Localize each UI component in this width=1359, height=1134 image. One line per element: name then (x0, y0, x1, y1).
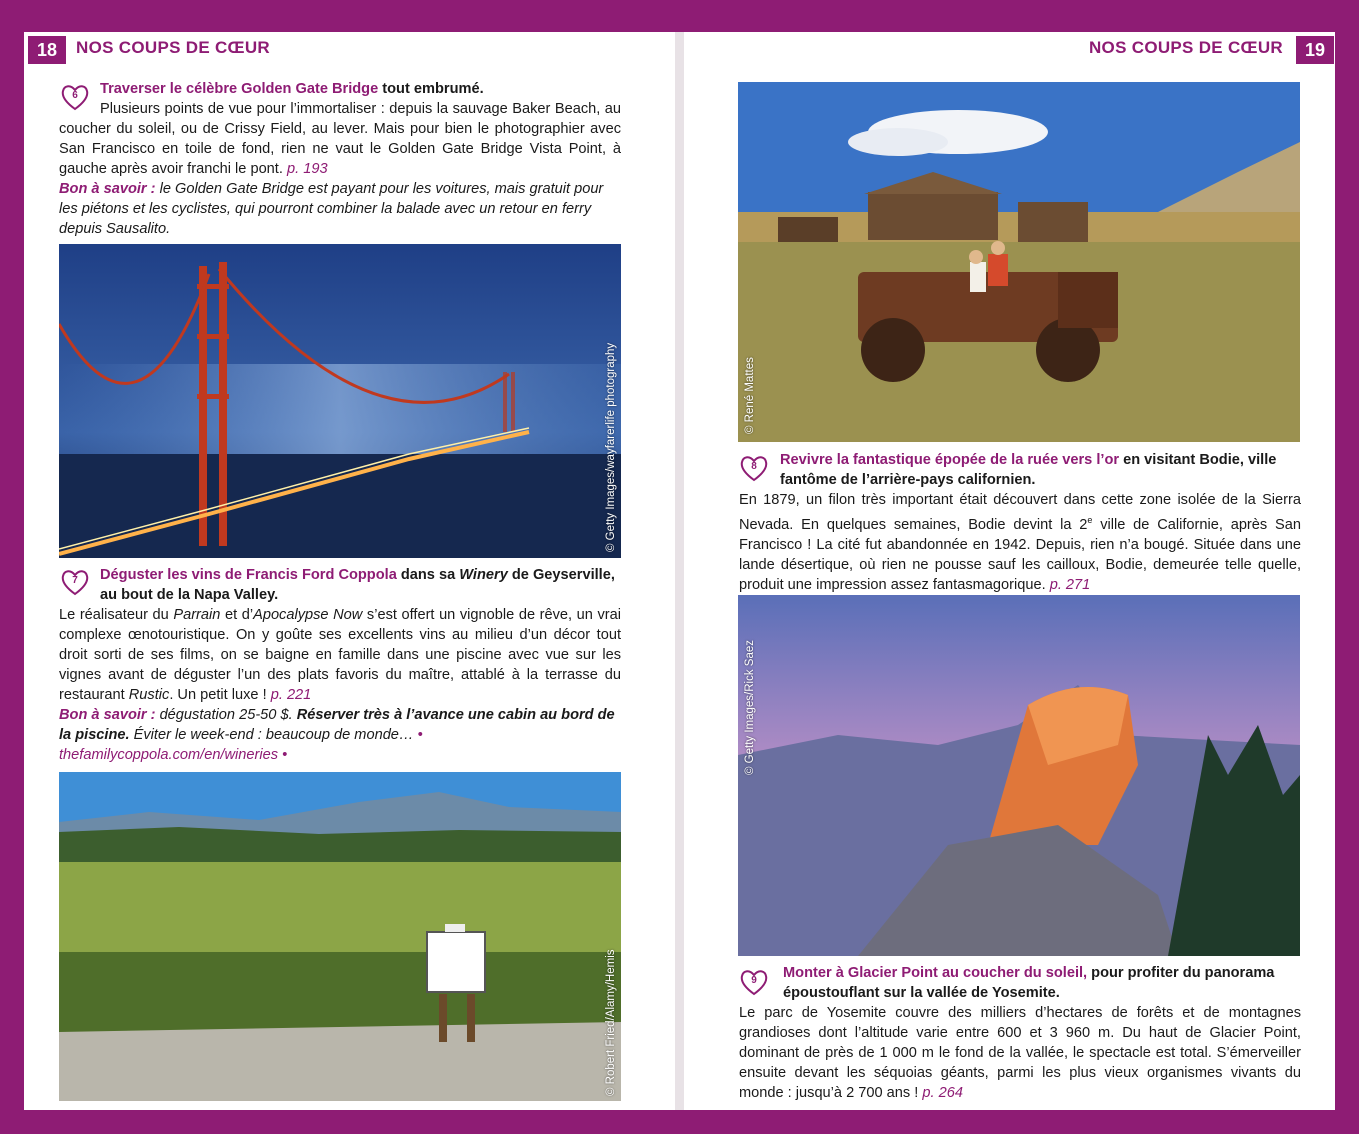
photo-credit: © Getty Images/wayfarerlife photography (605, 342, 617, 552)
entry-6-heading (59, 79, 621, 99)
entry-8 (739, 450, 1301, 595)
page-number-left: 18 (28, 36, 66, 64)
body-italic: Parrain (173, 607, 221, 623)
page-number-right: 19 (1296, 36, 1334, 64)
entry-7-heading-italic: Winery (459, 567, 508, 583)
body-text: Le réalisateur du (59, 607, 174, 623)
photo-credit: © Robert Fried/Alamy/Hemis (605, 949, 617, 1096)
badge-number: 6 (72, 90, 78, 101)
photo-golden-gate (59, 244, 621, 558)
body-text: et d’ (220, 607, 254, 623)
entry-9-heading (739, 963, 1301, 1003)
page-ref-link[interactable]: p. 264 (922, 1085, 963, 1101)
entry-8-heading-highlight: Revivre la fantastique épopée de la ruée vers l’or (780, 452, 1120, 468)
golden-gate-image (59, 244, 621, 558)
tip-label: Bon à savoir : (59, 181, 156, 197)
entry-7 (59, 565, 621, 765)
tip-text: le Golden Gate Bridge est payant pour les voitures, mais gratuit pour les piétons et les cyclistes, qui pourront combiner la balade avec un retour en ferry depuis Sausalito. (59, 181, 604, 237)
photo-credit: © Getty Images/Rick Saez (744, 639, 756, 775)
entry-6-heading-rest: tout embrumé. (378, 81, 484, 97)
body-italic: Rustic (128, 687, 170, 703)
photo-vineyard (59, 772, 621, 1101)
badge-number: 7 (72, 575, 78, 586)
entry-6-text: Plusieurs points de vue pour l’immortaliser : depuis la sauvage Baker Beach, au coucher du soleil, ou de Crissy Field, au lever. Mais pour bien le photographier avec San Francisco en toile de fond, rien ne vaut le Golden Gate Bridge Vista Point, à gauche après avoir franchi le pont. (59, 101, 621, 177)
body-text: . Un petit luxe ! (169, 687, 267, 703)
body-text: s’est offert un vignoble de rêve, un vrai complexe œnotouristique. On y goûte ses excellents vins au milieu d’un décor tout droit sorti de ses films, on se baigne en famille dans une piscine avec vue sur les vignes avant de déguster l’un des plats favoris du maître, attablé à la terrasse du restaurant (59, 607, 621, 703)
entry-8-heading (739, 450, 1301, 490)
entry-8-body (739, 490, 1301, 595)
entry-7-body (59, 605, 621, 705)
body-italic: Apocalypse Now (253, 607, 363, 623)
entry-6-heading-highlight: Traverser le célèbre Golden Gate Bridge (100, 81, 379, 97)
entry-9-heading-highlight: Monter à Glacier Point au coucher du soleil, (783, 965, 1088, 981)
bodie-image (738, 82, 1300, 442)
half-dome-image (738, 595, 1300, 956)
body-superscript: e (1087, 515, 1093, 525)
entry-9-body (739, 1003, 1301, 1103)
entry-8-heading-rest: en visitant Bodie, ville fantôme de l’arrière-pays californien. (780, 452, 1277, 488)
entry-6 (59, 79, 621, 239)
entry-7-heading (59, 565, 621, 605)
body-text: En 1879, un filon très important était découvert dans cette zone isolée de la Sierra Nevada. En quelques semaines, Bodie devint la 2 (739, 492, 1301, 533)
page-ref-link[interactable]: p. 271 (1049, 576, 1091, 593)
tip-text: Éviter le week-end : beaucoup de monde… (129, 727, 418, 743)
photo-credit: © René Mattes (744, 357, 756, 434)
page-ref-link[interactable]: p. 221 (270, 687, 312, 703)
tip-bold: Réserver très à l’avance une cabin au bord de la piscine. (59, 707, 615, 743)
entry-6-tip (59, 179, 621, 239)
vineyard-image (59, 772, 621, 1101)
tip-label: Bon à savoir : (59, 707, 156, 723)
badge-number: 8 (751, 461, 757, 472)
entry-7-tip (59, 705, 621, 765)
photo-bodie (738, 82, 1300, 442)
badge-number: 9 (751, 975, 757, 986)
running-title-right: NOS COUPS DE CŒUR (1088, 38, 1283, 57)
gutter (675, 32, 684, 1110)
entry-6-body (59, 99, 621, 179)
entry-7-heading-highlight: Déguster les vins de Francis Ford Coppola (100, 567, 397, 583)
running-title-left: NOS COUPS DE CŒUR (76, 38, 271, 57)
entry-9-heading-rest: pour profiter du panorama époustouflant sur la vallée de Yosemite. (783, 965, 1275, 1001)
tip-text: dégustation 25-50 $. (155, 707, 297, 723)
body-text: Le parc de Yosemite couvre des milliers d’hectares de forêts et de montagnes grandioses dont l’altitude varie entre 600 et 3 960 m. Du haut de Glacier Point, dominant de près de 1 000 m le fond de la vallée, le spectacle est total. S’émerveiller ensuite devant les séquoias géants, parmi les plus vieux organismes vivants du monde : jusqu’à 2 700 ans ! (739, 1005, 1301, 1101)
entry-7-heading-rest-2: de Geyserville, au bout de la Napa Valley. (100, 567, 615, 603)
body-text: ville de Californie, après San Francisco ! La cité fut abandonnée en 1942. Depuis, rien n’a bougé. Située dans une lande désertique, où rien ne pousse sauf les cailloux, Bodie, demeurée telle quelle, produit une impression assez fantasmagorique. (739, 516, 1301, 593)
photo-half-dome (738, 595, 1300, 956)
page-ref-link[interactable]: p. 193 (286, 161, 328, 177)
entry-7-heading-rest: dans sa (396, 567, 460, 583)
entry-9 (739, 963, 1301, 1103)
website-link[interactable]: • thefamilycoppola.com/en/wineries • (59, 727, 423, 763)
